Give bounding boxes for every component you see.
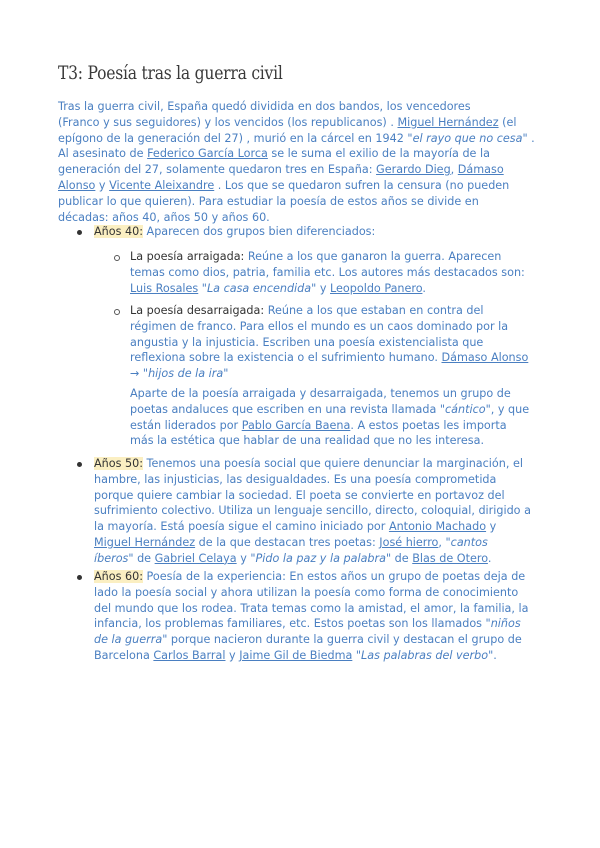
link-gerardo-diego[interactable]: Gerardo Dieg [376,163,451,177]
bullet-icon [77,230,82,235]
link-jaime-gil-de-biedma[interactable]: Jaime Gil de Biedma [239,648,353,662]
link-damaso-alonso[interactable]: Dámaso Alonso [441,351,529,365]
intro-line: publicar lo que quieren). Para estudiar la poesía de estos años se divide en [58,194,479,208]
sub-bullet-icon [114,255,120,261]
link-carlos-barral[interactable]: Carlos Barral [153,648,226,662]
link-jose-hierro[interactable]: José hierro [379,535,439,549]
link-miguel-hernandez[interactable]: Miguel Hernández [397,115,499,129]
link-antonio-machado[interactable]: Antonio Machado [388,520,487,534]
link-luis-rosales[interactable]: Luis Rosales [130,281,199,295]
label-anos-40: Años 40: [94,225,143,238]
link-federico-garcia-lorca[interactable]: Federico García Lorca [147,147,268,161]
desarraigada-paragraph: La poesía desarraigada: Reúne a los que estaban en contra del régimen de franco. Para ellos el mundo es un caos dominado por la angustia y la injusticia. Escriben una poesía existencialista que reflexiona sobre la existencia o el sufrimiento humano. Dámaso Alonso → "hijos de la ira" [130,304,529,381]
intro-line: Al asesinato de Federico García Lorca se le suma el exilio de la mayoría de la [58,147,490,161]
label-anos-50: Años 50: [94,457,143,470]
intro-line: décadas: años 40, años 50 y años 60. [58,210,270,224]
bullet-icon [77,462,82,467]
intro-line: Alonso y Vicente Aleixandre . Los que se quedaron sufren la censura (no pueden [58,178,510,192]
cantico-paragraph: Aparte de la poesía arraigada y desarraigada, tenemos un grupo de poetas andaluces que escriben en una revista llamada "cántico", y que están liderados por Pablo García Baena. A estos poetas les importa más la estética que hablar de una realidad que no les interesa. [130,387,530,448]
intro-paragraph [58,99,548,225]
link-pablo-garcia-baena[interactable]: Pablo García Baena [241,418,351,432]
bullet-icon [77,575,82,580]
intro-line: epígono de la generación del 27) , murió en la cárcel en 1942 "el rayo que no cesa" . [58,131,535,145]
section-60s: Años 60: Poesía de la experiencia: En estos años un grupo de poetas deja de lado la poesía social y ahora utilizan la poesía como forma de conocimiento del mundo que los rodea. Trata temas como la amistad, el amor, la familia, la infancia, los problemas familiares, etc. Estos poetas son los llamados "niños de la guerra" porque nacieron durante la guerra civil y destacan el grupo de Barcelona Carlos Barral y Jaime Gil de Biedma "Las palabras del verbo". [94,570,529,662]
link-damaso-alonso[interactable]: Dámaso [457,163,504,177]
page-title: T3: Poesía tras la guerra civil [58,62,283,84]
label-desarraigada: La poesía desarraigada: [130,304,265,317]
link-leopoldo-panero[interactable]: Leopoldo Panero [330,281,423,295]
intro-line: Tras la guerra civil, España quedó dividida en dos bandos, los vencedores [58,100,471,113]
section-40s: Años 40: Aparecen dos grupos bien diferenciados: [94,225,376,238]
link-blas-de-otero[interactable]: Blas de Otero [412,551,488,565]
label-arraigada: La poesía arraigada: [130,250,245,263]
link-damaso-alonso[interactable]: Alonso [58,178,96,192]
link-vicente-aleixandre[interactable]: Vicente Aleixandre [109,178,215,192]
label-anos-60: Años 60: [94,570,143,583]
link-gabriel-celaya[interactable]: Gabriel Celaya [154,551,237,565]
section-50s: Años 50: Tenemos una poesía social que quiere denunciar la marginación, el hambre, las injusticias, las desigualdades. Es una poesía comprometida porque quiere cambiar la sociedad. El poeta se convierte en portavoz del sufrimiento colectivo. Utiliza un lenguaje sencillo, directo, coloquial, dirigido a la mayoría. Está poesía sigue el camino iniciado por Antonio Machado y Miguel Hernández de la que destacan tres poetas: José hierro, "cantos íberos" de Gabriel Celaya y "Pido la paz y la palabra" de Blas de Otero. [94,457,531,565]
arraigada-paragraph: La poesía arraigada: Reúne a los que ganaron la guerra. Aparecen temas como dios, patria, familia etc. Los autores más destacados son: Luis Rosales "La casa encendida" y Leopoldo Panero. [130,250,525,295]
intro-line: (Franco y sus seguidores) y los vencidos (los republicanos) . Miguel Hernández (el [58,115,517,129]
link-miguel-hernandez[interactable]: Miguel Hernández [94,535,196,549]
sub-bullet-icon [114,309,120,315]
intro-line: generación del 27, solamente quedaron tres en España: Gerardo Dieg, Dámaso [58,163,504,177]
